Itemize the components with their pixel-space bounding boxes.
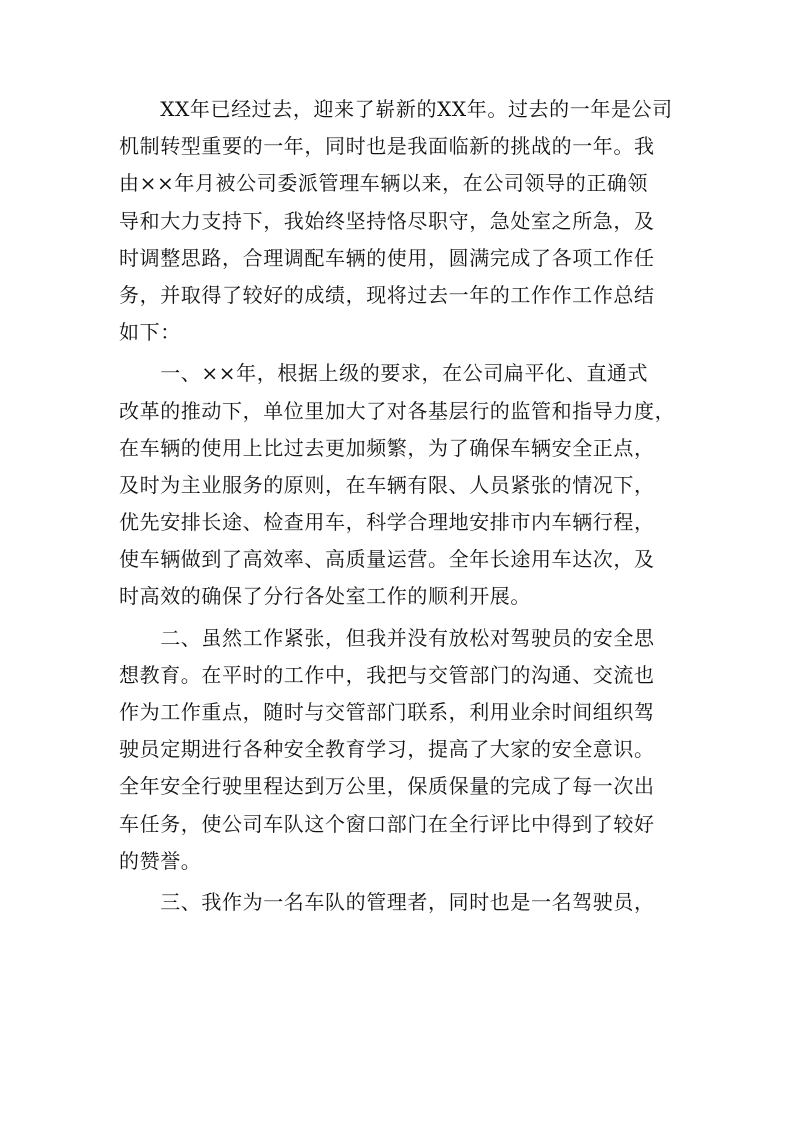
- paragraph-intro: [119, 91, 679, 351]
- text-line: 一、××年，根据上级的要求，在公司扁平化、直通式: [119, 361, 649, 386]
- text-line: 改革的推动下，单位里加大了对各基层行的监管和指导力度，: [119, 398, 676, 423]
- text-line: 二、虽然工作紧张，但我并没有放松对驾驶员的安全思: [119, 625, 655, 650]
- paragraph-section-one: [119, 355, 679, 615]
- text-line: 务，并取得了较好的成绩，现将过去一年的工作作工作总结: [119, 282, 655, 307]
- paragraph-section-two: [119, 620, 679, 880]
- text-line: 使车辆做到了高效率、高质量运营。全年长途用车达次，及: [119, 547, 655, 572]
- text-line: 时调整思路，合理调配车辆的使用，圆满完成了各项工作任: [119, 245, 655, 270]
- text-line: 车任务，使公司车队这个窗口部门在全行评比中得到了较好: [119, 811, 655, 836]
- text-line: 在车辆的使用上比过去更加频繁，为了确保车辆安全正点，: [119, 435, 655, 460]
- text-line: 驶员定期进行各种安全教育学习，提高了大家的安全意识。: [119, 737, 655, 762]
- text-line: 的赞誉。: [119, 848, 202, 873]
- text-line: XX年已经过去，迎来了崭新的XX年。过去的一年是公司: [119, 97, 673, 121]
- text-line: 时高效的确保了分行各处室工作的顺利开展。: [119, 584, 531, 609]
- text-line: 及时为主业服务的原则，在车辆有限、人员紧张的情况下，: [119, 472, 655, 497]
- document-body: [119, 91, 679, 921]
- text-line: 作为工作重点，随时与交管部门联系，利用业余时间组织驾: [119, 700, 655, 724]
- text-line: 导和大力支持下，我始终坚持恪尽职守，急处室之所急，及: [119, 208, 655, 233]
- text-line: 优先安排长途、检查用车，科学合理地安排市内车辆行程，: [119, 510, 655, 535]
- text-line: 全年安全行驶里程达到万公里，保质保量的完成了每一次出: [119, 774, 655, 799]
- text-line: 由××年月被公司委派管理车辆以来，在公司领导的正确领: [119, 171, 649, 196]
- text-line: 三、我作为一名车队的管理者，同时也是一名驾驶员，: [119, 889, 655, 914]
- paragraph-section-three: [119, 884, 679, 921]
- text-line: 想教育。在平时的工作中，我把与交管部门的沟通、交流也: [119, 662, 655, 687]
- text-line: 如下：: [119, 320, 181, 345]
- text-line: 机制转型重要的一年，同时也是我面临新的挑战的一年。我: [119, 134, 655, 159]
